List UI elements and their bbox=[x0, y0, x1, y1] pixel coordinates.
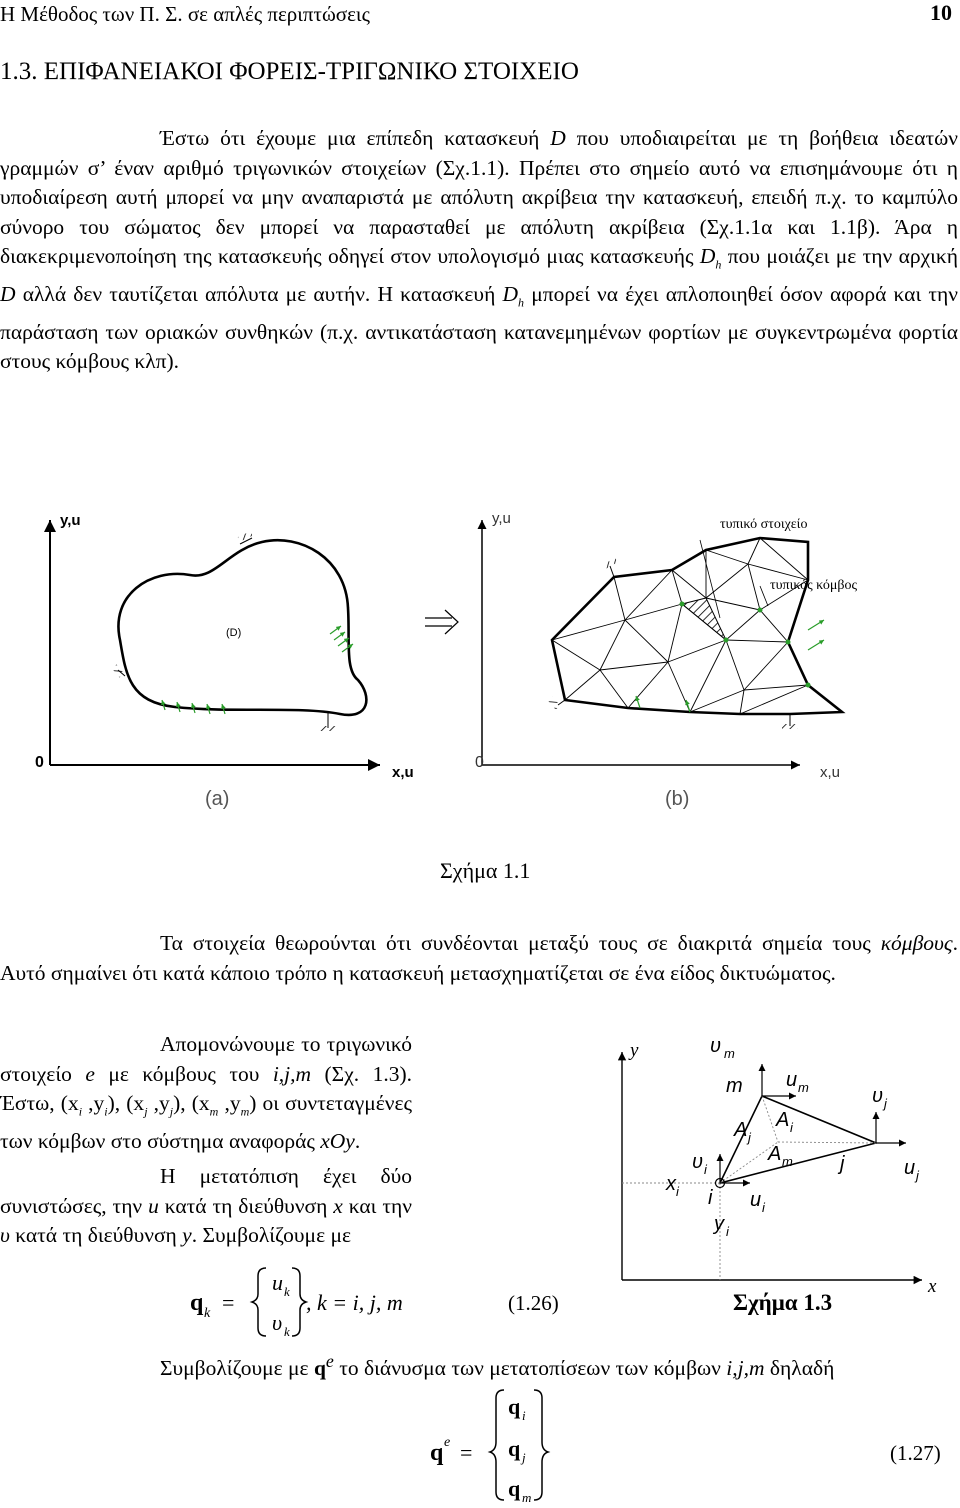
origin-label: 0 bbox=[35, 754, 44, 771]
svg-text:e: e bbox=[444, 1435, 451, 1450]
text: με κόμβους του bbox=[94, 1061, 273, 1086]
svg-text:i: i bbox=[704, 1162, 707, 1177]
svg-text:j: j bbox=[916, 1168, 919, 1183]
running-header: Η Μέθοδος των Π. Σ. σε απλές περιπτώσεις bbox=[0, 2, 370, 26]
text: (Σχ. 1.3). Έστω, (x bbox=[0, 1061, 412, 1115]
origin-label: 0 bbox=[475, 754, 484, 771]
symbol: i,j,m bbox=[272, 1061, 312, 1086]
symbol-Dh: D bbox=[699, 244, 716, 268]
svg-text:j: j bbox=[840, 1153, 845, 1175]
subscript: h bbox=[518, 295, 525, 310]
symbol: xOy bbox=[320, 1128, 355, 1153]
svg-text:y: y bbox=[714, 1213, 724, 1235]
svg-text:q: q bbox=[508, 1436, 521, 1461]
text: αλλά δεν ταυτίζεται απόλυτα με αυτήν. Η κατασκευή bbox=[15, 281, 503, 306]
x-axis-label: x,u bbox=[820, 764, 841, 781]
paragraph-displacement: Η μετατόπιση έχει δύο συνιστώσες, την u κατά τη διεύθυνση x και την υ κατά τη διεύθυνση y. Συμβολίζουμε με bbox=[0, 1164, 412, 1247]
figure-1-1-caption: Σχήμα 1.1 bbox=[440, 858, 531, 883]
text: μπορεί να έχει απλοποιηθεί όσον αφορά και την παράσταση των οριακών συνθηκών (π.χ. αντικατάσταση κατανεμημένων φορτίων με συγκεντρωμένα φορτία στους κόμβους κλπ). bbox=[0, 281, 958, 374]
left-brace bbox=[490, 1390, 504, 1500]
term-nodes: κόμβους bbox=[880, 931, 953, 955]
text: Τα στοιχεία θεωρούνται ότι συνδέονται μεταξύ τους σε διακριτά σημεία τους bbox=[160, 931, 881, 955]
svg-text:u: u bbox=[786, 1069, 798, 1091]
svg-text:υ: υ bbox=[710, 1035, 721, 1057]
svg-text:k: k bbox=[204, 1306, 211, 1321]
equation-1-27 bbox=[400, 1384, 958, 1504]
svg-text:m: m bbox=[724, 1046, 735, 1061]
transform-arrow bbox=[425, 610, 458, 634]
text: που μοιάζει με την αρχική bbox=[721, 244, 958, 268]
svg-text:i: i bbox=[762, 1200, 765, 1215]
svg-text:i: i bbox=[676, 1184, 679, 1199]
svg-text:m: m bbox=[782, 1154, 793, 1169]
svg-text:j: j bbox=[748, 1130, 751, 1145]
svg-text:i: i bbox=[522, 1408, 526, 1423]
svg-text:=: = bbox=[460, 1440, 473, 1465]
svg-text:υ: υ bbox=[272, 1310, 283, 1335]
figure-1-3 bbox=[600, 1030, 960, 1320]
paragraph-nodes bbox=[0, 929, 958, 988]
svg-text:i: i bbox=[726, 1224, 729, 1239]
svg-text:k: k bbox=[284, 1324, 290, 1339]
y-label: y bbox=[630, 1040, 639, 1061]
section-title: 1.3. ΕΠΙΦΑΝΕΙΑΚΟΙ ΦΟΡΕΙΣ-ΤΡΙΓΩΝΙΚΟ ΣΤΟΙΧΕΙΟ bbox=[0, 58, 579, 85]
svg-text:υ: υ bbox=[872, 1085, 883, 1107]
typical-element bbox=[682, 598, 726, 640]
figure-1-3-caption: Σχήμα 1.3 bbox=[733, 1290, 833, 1315]
svg-text:A: A bbox=[768, 1143, 782, 1165]
panel-a-tag: (a) bbox=[205, 788, 230, 810]
symbol: e bbox=[85, 1061, 95, 1086]
symbol-Dh: D bbox=[502, 281, 519, 306]
distributed-load bbox=[162, 626, 353, 714]
subscript: h bbox=[715, 257, 722, 272]
text: Έστω ότι έχουμε μια επίπεδη κατασκευή bbox=[160, 126, 551, 150]
svg-text:q: q bbox=[190, 1290, 204, 1316]
svg-text:m: m bbox=[522, 1490, 532, 1504]
svg-text:q: q bbox=[508, 1476, 521, 1501]
paragraph-intro bbox=[0, 124, 958, 377]
svg-text:j: j bbox=[522, 1450, 526, 1465]
svg-text:m: m bbox=[798, 1080, 809, 1095]
svg-text:m: m bbox=[726, 1075, 743, 1097]
page-number: 10 bbox=[930, 0, 952, 25]
svg-text:A: A bbox=[776, 1109, 790, 1131]
svg-text:j: j bbox=[884, 1096, 887, 1111]
y-axis-label: y,u bbox=[492, 510, 511, 527]
text: Απομονώνουμε το τριγωνικό στοιχείο bbox=[0, 1032, 412, 1086]
panel-b bbox=[475, 510, 858, 810]
svg-text:u: u bbox=[904, 1157, 916, 1179]
svg-text:(1.27): (1.27) bbox=[890, 1441, 941, 1465]
leader-line bbox=[760, 586, 768, 606]
y-axis-label: y,u bbox=[60, 512, 81, 529]
label-typical-node: τυπικός κόμβος bbox=[770, 578, 858, 593]
right-brace bbox=[292, 1268, 306, 1336]
mesh bbox=[552, 538, 842, 714]
svg-text:(1.26): (1.26) bbox=[508, 1291, 559, 1315]
svg-text:x: x bbox=[666, 1173, 676, 1195]
domain-label: (D) bbox=[226, 627, 242, 639]
right-brace bbox=[534, 1390, 548, 1500]
x-label: x bbox=[928, 1276, 937, 1297]
symbol-D: D bbox=[550, 126, 566, 150]
svg-text:i: i bbox=[790, 1120, 793, 1135]
svg-text:υ: υ bbox=[692, 1151, 703, 1173]
text: που υποδιαιρείται με τη βοήθεια ιδεατών γραμμών σ’ έναν αριθμό τριγωνικών στοιχείων (Σχ.1.1). Πρέπει στο σημείο αυτό να επισημάνουμε ότι η υποδιαίρεση αυτή μπορεί να μην αναπαριστά με απόλυτη ακρίβεια την κατασκευή, επειδή π.χ. το καμπύλο σύνορο του σώματος δεν μπορεί να παρασταθεί με απόλυτη ακρίβεια (Σχ.1.1α και 1.1β). Άρα η διακεκριμενοποίηση της κατασκευής οδηγεί στον υπολογισμό μιας κατασκευής bbox=[0, 126, 958, 268]
figure-1-1 bbox=[0, 500, 960, 830]
svg-text:u: u bbox=[272, 1270, 283, 1295]
paragraph-vector: Συμβολίζουμε με $q^e$ το διάνυσμα των μετατοπίσεων των κόμβων i,j,m δηλαδή bbox=[160, 1351, 835, 1381]
text: . Αυτό σημαίνει ότι κατά κάποιο τρόπο η κατασκευή μετασχηματίζεται σε ένα είδος δικτυώματος. bbox=[0, 931, 958, 985]
left-brace bbox=[252, 1268, 266, 1336]
svg-text:u: u bbox=[750, 1189, 762, 1211]
label-typical-element: τυπικό στοιχείο bbox=[720, 517, 808, 532]
domain-boundary bbox=[118, 540, 366, 715]
svg-text:=: = bbox=[222, 1290, 235, 1315]
panel-b-tag: (b) bbox=[665, 788, 690, 810]
svg-text:A: A bbox=[734, 1119, 748, 1141]
svg-text:q: q bbox=[508, 1394, 521, 1419]
svg-text:q: q bbox=[430, 1440, 444, 1466]
equation-1-26 bbox=[180, 1262, 600, 1342]
svg-text:, k = i, j, m: , k = i, j, m bbox=[306, 1290, 403, 1315]
x-axis-label: x,u bbox=[392, 764, 414, 781]
svg-text:k: k bbox=[284, 1284, 290, 1299]
svg-text:i: i bbox=[708, 1187, 713, 1209]
symbol-D: D bbox=[0, 281, 16, 306]
mesh-boundary bbox=[552, 538, 842, 714]
paragraph-element: Απομονώνουμε το τριγωνικό στοιχείο e με κόμβους του i,j,m (Σχ. 1.3). Έστω, ($x_i$ $,y_i$), ($x_j$ $,y_j$), ($x_m$ $,y_m$) οι συντεταγμένες των κόμβων στο σύστημα αναφοράς xOy. bbox=[0, 1032, 413, 1153]
panel-a bbox=[35, 512, 414, 810]
